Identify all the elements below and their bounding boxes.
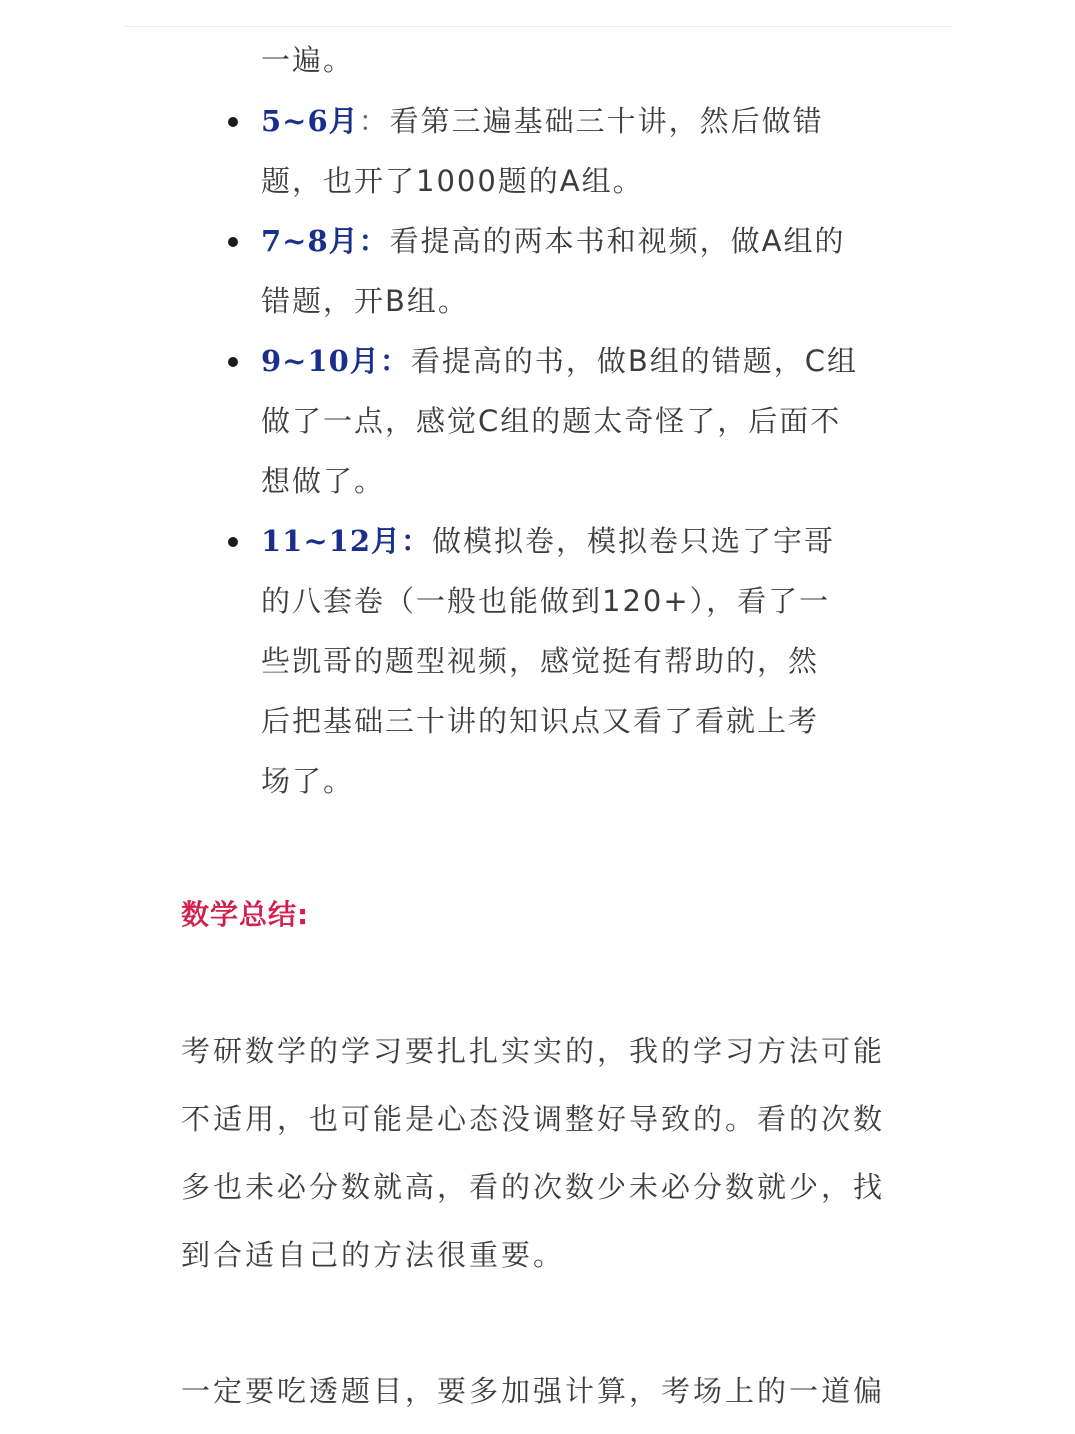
month-label: 7~8月 — [261, 224, 359, 258]
month-label: 5~6月 — [261, 104, 359, 138]
paragraph-line: 不适用，也可能是心态没调整好导致的。看的次数 — [181, 1102, 886, 1136]
list-item-text: 场了。 — [261, 764, 355, 798]
list-item-text: 做模拟卷，模拟卷只选了宇哥 — [432, 524, 836, 558]
list-item-text: 题，也开了1000题的A组。 — [261, 164, 644, 198]
paragraph-line: 考研数学的学习要扎扎实实的，我的学习方法可能 — [181, 1034, 886, 1068]
list-item-text: 看提高的书，做B组的错题，C组 — [410, 344, 859, 378]
month-label: 9~10月 — [261, 344, 380, 378]
month-label: 11~12月 — [261, 524, 402, 558]
list-item-line — [261, 521, 835, 561]
month-colon: ： — [358, 104, 390, 138]
bullet-dot — [228, 357, 238, 367]
month-colon: ： — [358, 224, 390, 258]
section-heading: 数学总结: — [181, 898, 310, 931]
bullet-dot — [228, 237, 238, 247]
month-colon: ： — [401, 524, 433, 558]
month-colon: ： — [379, 344, 411, 378]
list-item-text: 的八套卷（一般也能做到120+），看了一 — [261, 584, 831, 618]
list-item-text: 些凯哥的题型视频，感觉挺有帮助的，然 — [261, 644, 820, 678]
list-continuation-text: 一遍。 — [261, 43, 355, 77]
bullet-dot — [228, 537, 238, 547]
list-item-text: 错题，开B组。 — [261, 284, 469, 318]
list-item-line — [261, 341, 858, 381]
list-item-text: 看提高的两本书和视频，做A组的 — [389, 224, 846, 258]
top-divider — [124, 26, 952, 27]
list-item-text: 想做了。 — [261, 464, 386, 498]
list-item-line — [261, 101, 824, 141]
list-item-line — [261, 221, 846, 261]
bullet-dot — [228, 117, 238, 127]
paragraph-line: 一定要吃透题目，要多加强计算，考场上的一道偏 — [181, 1374, 886, 1408]
paragraph-line: 多也未必分数就高，看的次数少未必分数就少，找 — [181, 1170, 886, 1204]
list-item-text: 看第三遍基础三十讲，然后做错 — [389, 104, 824, 138]
paragraph-line: 到合适自己的方法很重要。 — [181, 1238, 566, 1272]
list-item-text: 后把基础三十讲的知识点又看了看就上考 — [261, 704, 820, 738]
list-item-text: 做了一点，感觉C组的题太奇怪了，后面不 — [261, 404, 842, 438]
